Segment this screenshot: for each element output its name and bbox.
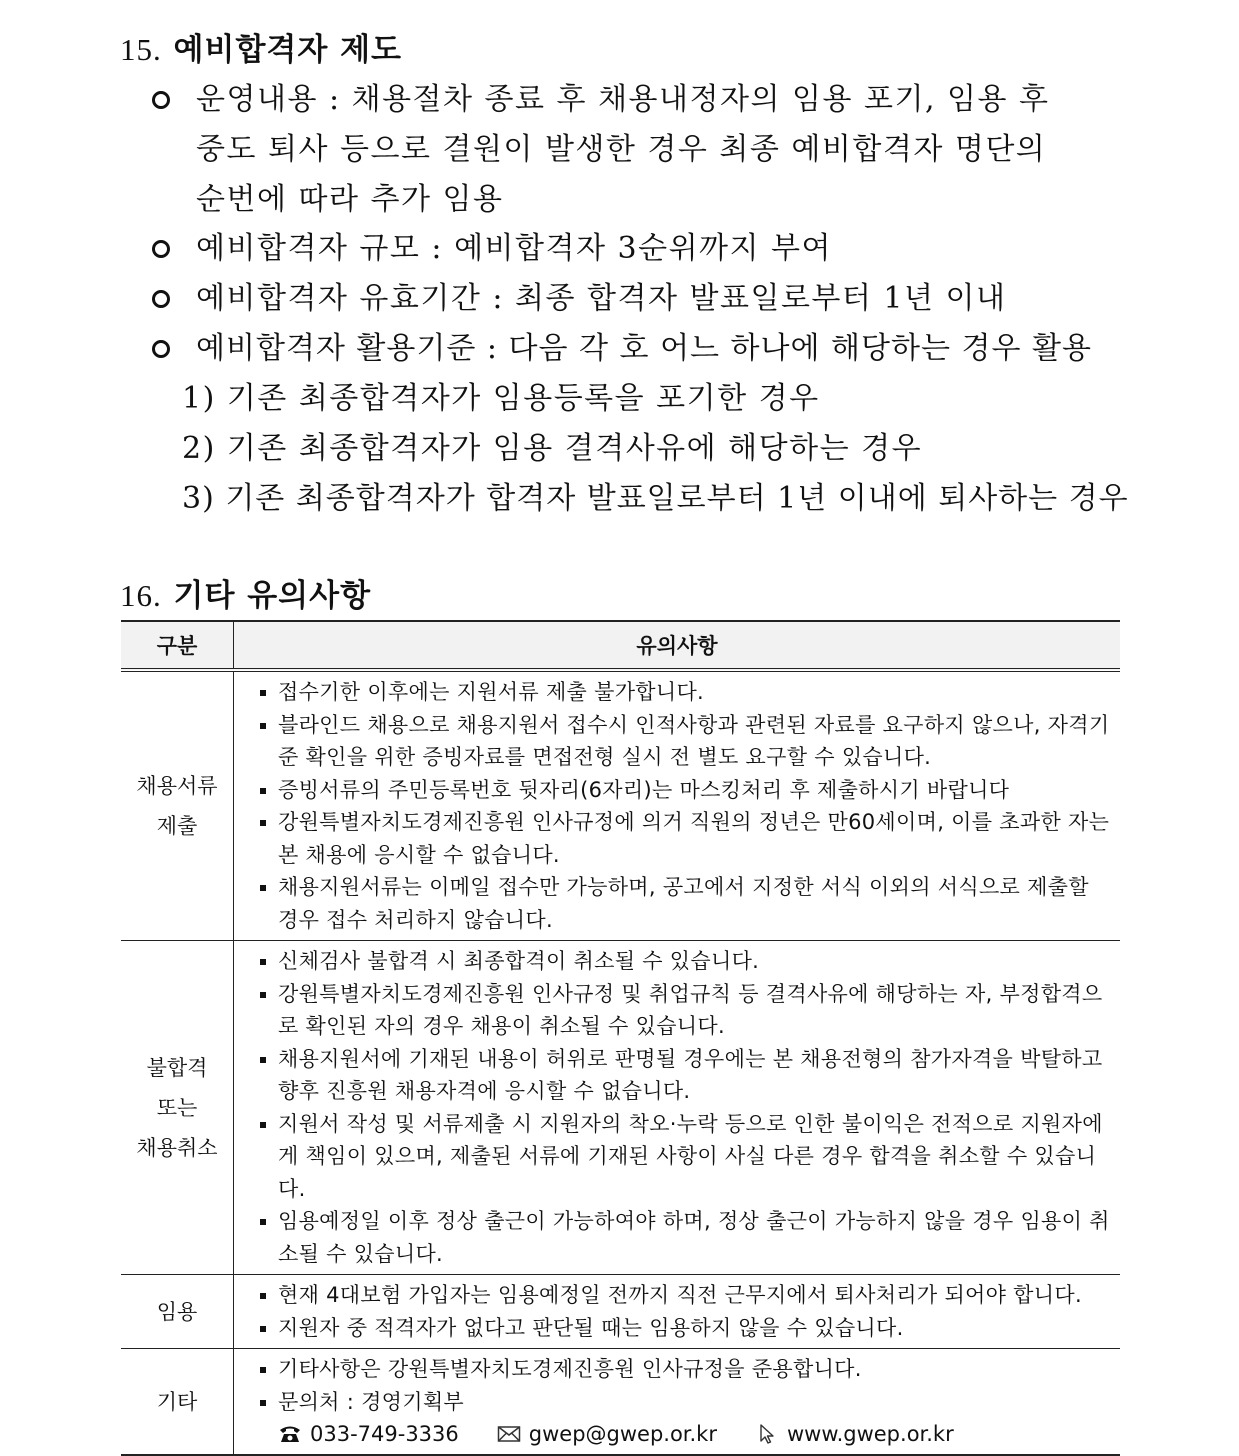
bullet-1-line-2: 중도 퇴사 등으로 결원이 발생한 경우 최종 예비합격자 명단의: [196, 132, 1047, 167]
row-category: [121, 941, 234, 1275]
note-item: 접수기한 이후에는 지원서류 제출 불가합니다.: [256, 676, 1110, 709]
bullet-1-line-1: 운영내용 : 채용절차 종료 후 채용내정자의 임용 포기, 임용 후: [196, 82, 1050, 117]
note-item: 현재 4대보험 가입자는 임용예정일 전까지 직전 근무지에서 퇴사처리가 되어야 합니다.: [256, 1279, 1110, 1312]
note-item: 지원서 작성 및 서류제출 시 지원자의 착오·누락 등으로 인한 불이익은 전적으로 지원자에게 책임이 있으며, 제출된 서류에 기재된 사항이 사실 다른 경우 합격을 취소할 수 있습니다.: [256, 1108, 1110, 1206]
table-row: [121, 1349, 1120, 1456]
row-category: [121, 1275, 234, 1349]
circle-bullet-icon: [152, 290, 170, 308]
section-15-title: [120, 24, 402, 69]
sub-item-3: 3) 기존 최종합격자가 합격자 발표일로부터 1년 이내에 퇴사하는 경우: [182, 481, 1129, 516]
header-notes: 유의사항: [234, 621, 1121, 670]
contact-email[interactable]: gwep@gwep.or.kr: [528, 1422, 717, 1446]
note-item: 강원특별자치도경제진흥원 인사규정 및 취업규칙 등 결격사유에 해당하는 자, 부정합격으로 확인된 자의 경우 채용이 취소될 수 있습니다.: [256, 978, 1110, 1043]
table-row: [121, 670, 1120, 941]
contact-website[interactable]: www.gwep.or.kr: [786, 1422, 954, 1446]
note-item: 증빙서류의 주민등록번호 뒷자리(6자리)는 마스킹처리 후 제출하시기 바랍니다: [256, 774, 1110, 807]
note-item: 지원자 중 적격자가 없다고 판단될 때는 임용하지 않을 수 있습니다.: [256, 1312, 1110, 1345]
bullet-2-line: 예비합격자 규모 : 예비합격자 3순위까지 부여: [196, 231, 833, 266]
note-item: 문의처 : 경영기획부: [256, 1386, 1110, 1419]
row-notes: [234, 670, 1121, 941]
circle-bullet-icon: [152, 91, 170, 109]
contact-phone: 033-749-3336: [310, 1422, 459, 1446]
row-category: [121, 670, 234, 941]
phone-icon: [278, 1421, 302, 1441]
table-row: [121, 941, 1120, 1275]
section-15-heading: 예비합격자 제도: [173, 32, 402, 68]
section-16-heading: 기타 유의사항: [173, 578, 372, 614]
note-item: 임용예정일 이후 정상 출근이 가능하여야 하며, 정상 출근이 가능하지 않을 경우 임용이 취소될 수 있습니다.: [256, 1205, 1110, 1270]
category-line: 임용: [156, 1299, 198, 1324]
note-item: 채용지원서류는 이메일 접수만 가능하며, 공고에서 지정한 서식 이외의 서식으로 제출할 경우 접수 처리하지 않습니다.: [256, 871, 1110, 936]
section-15-number: 15.: [120, 32, 162, 67]
category-line: 채용취소: [136, 1135, 218, 1160]
envelope-icon: [497, 1421, 521, 1441]
note-item: 강원특별자치도경제진흥원 인사규정에 의거 직원의 정년은 만60세이며, 이를 초과한 자는 본 채용에 응시할 수 없습니다.: [256, 806, 1110, 871]
note-item: 블라인드 채용으로 채용지원서 접수시 인적사항과 관련된 자료를 요구하지 않으나, 자격기준 확인을 위한 증빙자료를 면접전형 실시 전 별도 요구할 수 있습니다.: [256, 709, 1110, 774]
sub-item-1: 1) 기존 최종합격자가 임용등록을 포기한 경우: [182, 381, 820, 416]
section-16-number: 16.: [120, 578, 162, 613]
note-item: 채용지원서에 기재된 내용이 허위로 판명될 경우에는 본 채용전형의 참가자격을 박탈하고 향후 진흥원 채용자격에 응시할 수 없습니다.: [256, 1043, 1110, 1108]
row-notes: [234, 1275, 1121, 1349]
circle-bullet-icon: [152, 340, 170, 358]
header-category: 구분: [121, 621, 234, 670]
category-line: 기타: [156, 1389, 198, 1414]
category-line: 또는: [156, 1095, 198, 1120]
cursor-icon: [755, 1421, 779, 1441]
row-category: [121, 1349, 234, 1456]
row-notes: [234, 941, 1121, 1275]
note-item: 기타사항은 강원특별자치도경제진흥원 인사규정을 준용합니다.: [256, 1353, 1110, 1386]
section-16-title: [120, 570, 371, 615]
row-notes: [234, 1349, 1121, 1456]
bullet-3-line: 예비합격자 유효기간 : 최종 합격자 발표일로부터 1년 이내: [196, 281, 1007, 316]
bullet-4-line: 예비합격자 활용기준 : 다음 각 호 어느 하나에 해당하는 경우 활용: [196, 331, 1092, 366]
sub-item-2: 2) 기존 최종합격자가 임용 결격사유에 해당하는 경우: [182, 431, 923, 466]
notes-table: [121, 620, 1120, 1456]
table-row: [121, 1275, 1120, 1349]
contact-line: [256, 1418, 1110, 1450]
circle-bullet-icon: [152, 240, 170, 258]
bullet-1-line-3: 순번에 따라 추가 임용: [196, 182, 504, 217]
category-line: 제출: [156, 814, 198, 838]
category-line: 불합격: [146, 1055, 208, 1080]
note-item: 신체검사 불합격 시 최종합격이 취소될 수 있습니다.: [256, 945, 1110, 978]
table-header-row: [121, 621, 1120, 670]
category-line: 채용서류: [136, 774, 218, 798]
